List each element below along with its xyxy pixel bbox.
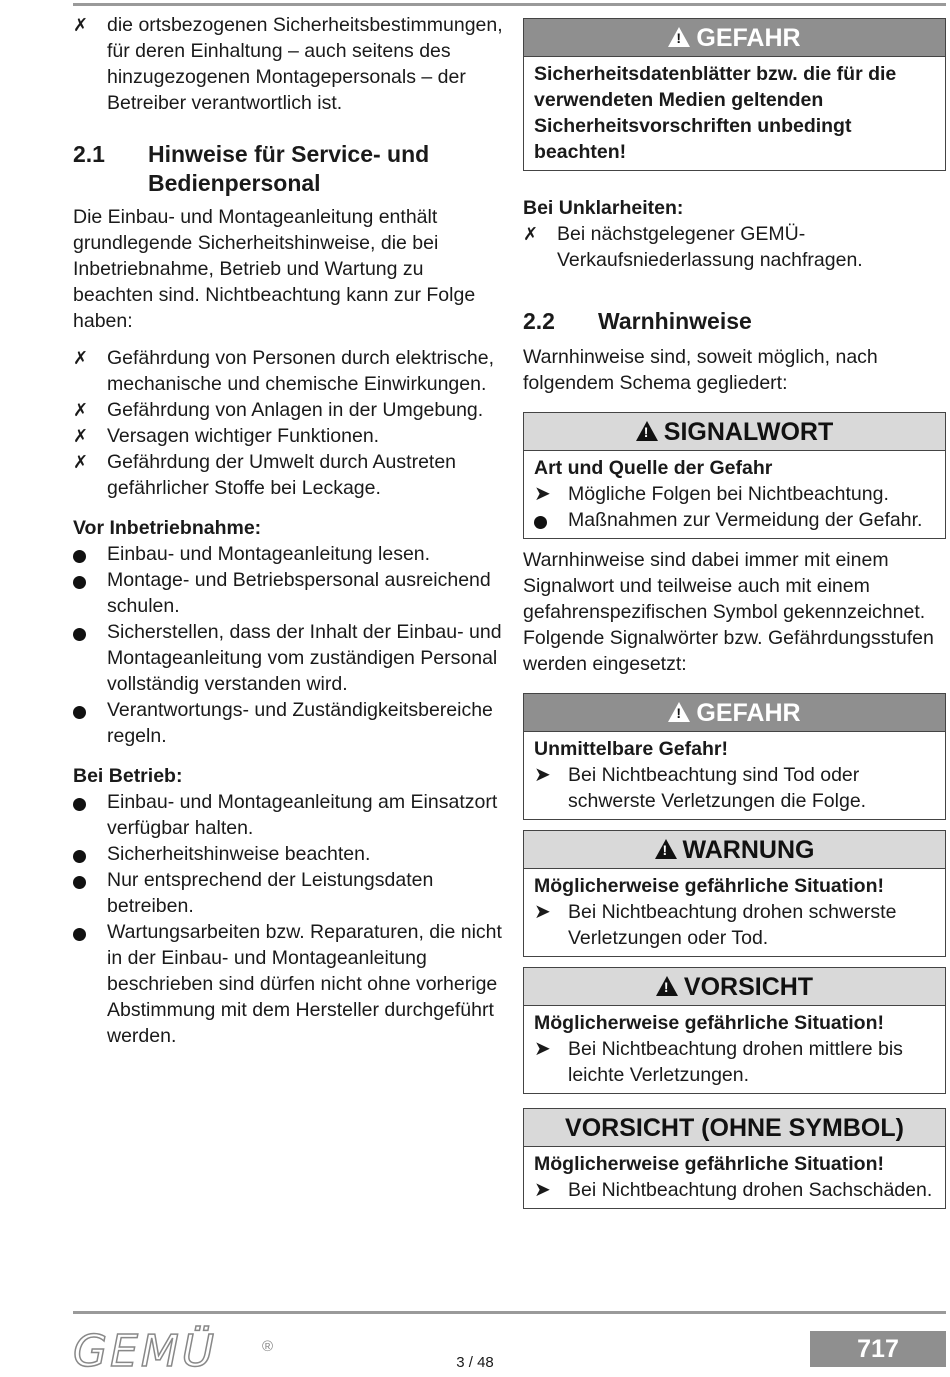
operation-heading: Bei Betrieb: [73,765,183,787]
dot-bullet-icon [73,697,95,726]
cross-bullet-icon: ✗ [523,224,539,244]
section-title: Warnhinweise [598,308,752,334]
list-item: Einbau- und Montageanleitung lesen. [73,541,503,567]
dot-bullet-icon [73,919,95,948]
list-item: ➤ Bei Nichtbeachtung drohen Sachschäden. [534,1179,933,1201]
list-item: ➤ Bei Nichtbeachtung drohen schwerste Verletzungen oder Tod. [534,901,897,949]
right-column [523,18,946,1209]
list-item: Maßnahmen zur Vermeidung der Gefahr. [534,507,935,533]
arrow-bullet-icon: ➤ [534,1179,551,1201]
cross-bullet-icon: ✗ [73,400,89,420]
list-item: Sicherstellen, dass der Inhalt der Einbau- und Montageanleitung vom zuständigen Personal vollständig verstanden wird. [73,619,503,697]
list-item: Einbau- und Montageanleitung am Einsatzort verfügbar halten. [73,789,503,841]
list-item: ➤ Bei Nichtbeachtung drohen mittlere bis leichte Verletzungen. [534,1038,903,1086]
signalwort-schema-box [523,412,946,539]
intro-paragraph: Die Einbau- und Montageanleitung enthält grundlegende Sicherheitshinweise, die bei Inbetriebnahme, Betrieb und Wartung zu beachten sind. Nichtbeachtung kann zur Folge haben: [73,206,476,332]
dot-bullet-icon [73,619,95,648]
danger-notice-box [523,18,946,171]
danger-notice-header: !GEFAHR [524,19,945,57]
list-item: ➤ Mögliche Folgen bei Nichtbeachtung. [534,483,889,505]
gefahr-body: Unmittelbare Gefahr! ➤ Bei Nichtbeachtung sind Tod oder schwerste Verletzungen die Folge. [524,732,945,819]
signal-levels-paragraph: Folgende Signalwörter bzw. Gefährdungsstufen werden eingesetzt: [523,627,934,675]
warnung-body: Möglicherweise gefährliche Situation! ➤ Bei Nichtbeachtung drohen schwerste Verletzungen oder Tod. [524,869,945,956]
arrow-bullet-icon: ➤ [534,901,551,923]
warning-triangle-icon [636,421,658,441]
section-heading-2-1 [73,140,503,198]
arrow-bullet-icon: ➤ [534,764,551,786]
list-item: ✗ Bei nächstgelegener GEMÜ-Verkaufsniederlassung nachfragen. [523,223,863,271]
list-item: ✗ Gefährdung der Umwelt durch Austreten gefährlicher Stoffe bei Leckage. [73,451,457,499]
footer-rule [73,1311,946,1314]
left-column [73,12,503,1049]
hazard-list [73,345,503,501]
signalwort-header: !SIGNALWORT [524,413,945,451]
gemu-logo: GEMÜ [73,1326,218,1377]
list-item: ✗ Gefährdung von Personen durch elektrische, mechanische und chemische Einwirkungen. [73,347,494,395]
vorsicht-no-symbol-header: VORSICHT (OHNE SYMBOL) [524,1109,945,1147]
section-number: 2.1 [73,141,105,167]
cross-bullet-icon: ✗ [73,426,89,446]
list-item: Sicherheitshinweise beachten. [73,841,503,867]
gefahr-header: !GEFAHR [524,694,945,732]
cross-bullet-icon: ✗ [73,348,89,368]
top-rule [73,3,946,6]
dot-bullet-icon [73,541,95,570]
signal-word-paragraph: Warnhinweise sind dabei immer mit einem Signalwort und teilweise auch mit einem gefahrenspezifischen Symbol gekennzeichnet. [523,549,926,623]
dot-bullet-icon [73,567,95,596]
signalwort-body: Art und Quelle der Gefahr ➤ Mögliche Folgen bei Nichtbeachtung. Maßnahmen zur Vermeidung der Gefahr. [524,451,945,538]
unclear-heading: Bei Unklarheiten: [523,197,684,219]
warnung-level-box [523,830,946,957]
before-operation-heading: Vor Inbetriebnahme: [73,517,262,539]
warning-triangle-icon [668,702,690,722]
section-title: Hinweise für Service- und Bedienpersonal [148,141,430,196]
gefahr-level-box [523,693,946,820]
vorsicht-level-box [523,967,946,1094]
intro-list [73,12,503,116]
list-item: Verantwortungs- und Zuständigkeitsbereiche regeln. [73,697,503,749]
warning-triangle-icon [655,839,677,859]
list-item: ✗ die ortsbezogenen Sicherheitsbestimmungen, für deren Einhaltung – auch seitens des hinzugezogenen Montagepersonals – der Betreiber verantwortlich ist. [73,14,503,114]
cross-bullet-icon: ✗ [73,15,89,35]
warning-triangle-icon [656,976,678,996]
product-number-badge: 717 [810,1331,946,1367]
list-item: ✗ Gefährdung von Anlagen in der Umgebung. [73,399,484,421]
warnings-intro-paragraph: Warnhinweise sind, soweit möglich, nach folgendem Schema gegliedert: [523,346,878,394]
unclear-list [523,221,946,273]
dot-bullet-icon [73,867,95,896]
vorsicht-no-symbol-box [523,1108,946,1209]
list-item: Montage- und Betriebspersonal ausreichend schulen. [73,567,503,619]
vorsicht-header: !VORSICHT [524,968,945,1006]
warnung-header: !WARNUNG [524,831,945,869]
list-item: Wartungsarbeiten bzw. Reparaturen, die nicht in der Einbau- und Montageanleitung beschrieben sind dürfen nicht ohne vorherige Abstimmung mit dem Hersteller durchgeführt werden. [73,919,503,1049]
warning-triangle-icon [668,27,690,47]
list-item: Nur entsprechend der Leistungsdaten betreiben. [73,867,503,919]
operation-list [73,789,503,1049]
list-item: ➤ Bei Nichtbeachtung sind Tod oder schwerste Verletzungen die Folge. [534,764,867,812]
cross-bullet-icon: ✗ [73,452,89,472]
registered-mark: ® [262,1338,274,1355]
section-number: 2.2 [523,308,555,334]
arrow-bullet-icon: ➤ [534,483,551,505]
dot-bullet-icon [73,841,95,870]
list-item: ✗ Versagen wichtiger Funktionen. [73,425,380,447]
vorsicht-no-symbol-body: Möglicherweise gefährliche Situation! ➤ Bei Nichtbeachtung drohen Sachschäden. [524,1147,945,1208]
arrow-bullet-icon: ➤ [534,1038,551,1060]
vorsicht-body: Möglicherweise gefährliche Situation! ➤ Bei Nichtbeachtung drohen mittlere bis leichte Verletzungen. [524,1006,945,1093]
dot-bullet-icon [534,507,556,536]
danger-notice-text: Sicherheitsdatenblätter bzw. die für die verwendeten Medien geltenden Sicherheitsvorschriften unbedingt beachten! [534,63,897,163]
before-operation-list [73,541,503,749]
section-heading-2-2 [523,307,946,336]
dot-bullet-icon [73,789,95,818]
page-number: 3 / 48 [456,1354,494,1371]
